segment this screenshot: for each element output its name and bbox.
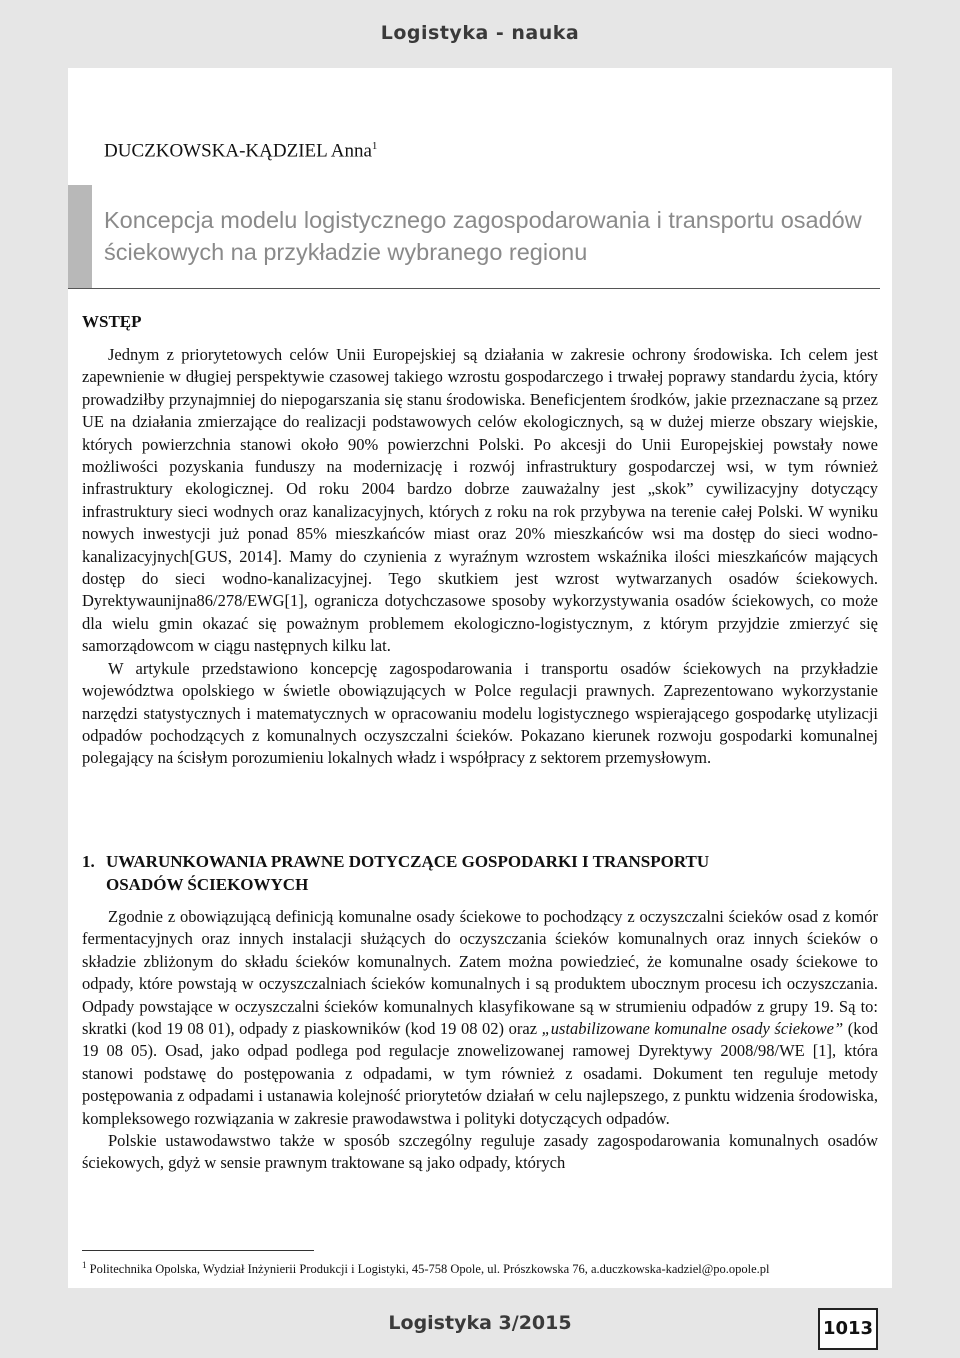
intro-paragraph: W artykule przedstawiono koncepcję zagospodarowania i transportu osadów ściekowych na przykładzie województwa opolskiego w świetle obowiązujących w Polce regulacji prawnych. Zaprezentowano wykorzystanie narzędzi statystycznych i matematycznych w opracowaniu modelu logistycznego wspierającego gospodarkę utylizacji odpadów pochodzących z komunalnych oczyszczalni ścieków. Pokazano kierunek rozwoju gospodarki komunalnej polegający na ścisłym porozumieniu lokalnych władz i współpracy z sektorem przemysłowym. bbox=[82, 658, 878, 768]
section-paragraph: Polskie ustawodawstwo także w sposób szczególny reguluje zasady zagospodarowania komunalnych osadów ściekowych, gdyż w sensie prawnym traktowane są jako odpady, których bbox=[82, 1131, 878, 1173]
author-name: DUCZKOWSKA-KĄDZIEL Anna bbox=[104, 140, 372, 162]
running-footer: Logistyka 3/2015 bbox=[388, 1312, 572, 1334]
paragraph-text: Zgodnie z obowiązującą definicją komunalne osady ściekowe to pochodzący z oczyszczalni ścieków osad z komór fermentacyjnych oraz innych instalacji służących do oczyszczania ścieków komunalnych oraz innych ścieków o składzie zbliżonym do składu ścieków komunalnych. Zatem można powiedzieć, że komunalne osady ściekowe to odpady, które powstają w oczyszczalniach ścieków komunalnych i są produktem ubocznym procesu ich oczyszczania. Odpady powstające w oczyszczalni ścieków komunalnych klasyfikowane są w strumieniu odpadów z grupy 19. Są to: skratki (kod 19 08 01), odpady z piaskowników (kod 19 08 02) oraz bbox=[82, 907, 878, 1039]
footnote-rule bbox=[82, 1250, 314, 1251]
title-rule bbox=[68, 288, 880, 289]
intro-heading: WSTĘP bbox=[82, 312, 142, 331]
footnote-text: Politechnika Opolska, Wydział Inżynierii Produkcji i Logistyki, 45-758 Opole, ul. Prószkowska 76, a.duczkowska-kadziel@po.opole.pl bbox=[89, 1262, 770, 1277]
page-number-box: 1013 bbox=[818, 1308, 878, 1350]
section-number: 1. bbox=[82, 852, 95, 871]
section-1-body bbox=[82, 906, 878, 1175]
title-accent-block bbox=[68, 185, 92, 289]
section-paragraph bbox=[82, 906, 878, 1130]
footnote bbox=[82, 1260, 769, 1277]
running-header: Logistyka - nauka bbox=[380, 22, 580, 44]
intro-paragraph: Jednym z priorytetowych celów Unii Europejskiej są działania w zakresie ochrony środowiska. Ich celem jest zapewnienie w długiej perspektywie czasowej takiego wzrostu gospodarczego i trwałej poprawy standardu życia, który prowadziłby przynajmniej do niepogarszania się stanu środowiska. Beneficjentem środków, jakie przeznaczane są przez UE na działania zmierzające do realizacji podstawowych celów ekologicznych, są w dużej mierze obszary wiejskie, których powierzchnia stanowi około 90% powierzchni Polski. Po akcesji do Unii Europejskiej powstały nowe możliwości pozyskania funduszy na modernizację i rozwój infrastruktury gospodarczej wsi, w tym również infrastruktury ekologicznej. Od roku 2004 bardzo dobrze zauważalny jest „skok” cywilizacyjny dotyczący infrastruktury sieci wodnych oraz kanalizacyjnych, których z roku na rok przybywa na terenie całej Polski. W wyniku nowych inwestycji już ponad 85% mieszkańców miast oraz 20% mieszkańców wsi ma dostęp do sieci wodno-kanalizacyjnych[GUS, 2014]. Mamy do czynienia z wyraźnym wzrostem wskaźnika ilości mieszkańców mających dostęp do sieci wodno-kanalizacyjnej. Tego skutkiem jest wzrost wytwarzanych osadów ściekowych. Dyrektywaunijna86/278/EWG[1], ogranicza dotychczasowe sposoby wykorzystywania osadów ściekowych, co może dla wielu gmin okazać się poważnym problemem ekologiczno-logistycznym, z którym przyjdzie zmierzyć się samorządowcom w ciągu następnych kilku lat. bbox=[82, 345, 878, 656]
paragraph-text: (kod 19 08 05). Osad, jako odpad podlega pod regulacje znowelizowanej ramowej Dyrektywy 2008/98/WE [1], która stanowi podstawę do postępowania z odpadami, w tym również z osadami. Dokument ten reguluje metody postępowania z odpadami i ustanawia kolejność priorytetów działań w celu najlepszego, z punktu widzenia środowiska, kompleksowego rozwiązania w zakresie prawodawstwa i polityki dotyczących odpadów. bbox=[82, 1019, 878, 1128]
paper-title: Koncepcja modelu logistycznego zagospodarowania i transportu osadów ściekowych na przykładzie wybranego regionu bbox=[104, 207, 862, 265]
footnote-mark: 1 bbox=[82, 1260, 87, 1270]
author-line bbox=[104, 140, 377, 162]
right-margin-band bbox=[892, 68, 960, 1288]
intro-body bbox=[82, 344, 878, 770]
author-footnote-mark: 1 bbox=[371, 140, 378, 152]
section-heading-line: UWARUNKOWANIA PRAWNE DOTYCZĄCE GOSPODARKI I TRANSPORTU bbox=[106, 852, 710, 871]
section-1-heading bbox=[82, 850, 878, 896]
left-margin-band bbox=[0, 68, 68, 1288]
paragraph-emphasis: „ustabilizowane komunalne osady ściekowe” bbox=[541, 1019, 844, 1039]
section-heading-line: OSADÓW ŚCIEKOWYCH bbox=[106, 875, 309, 894]
